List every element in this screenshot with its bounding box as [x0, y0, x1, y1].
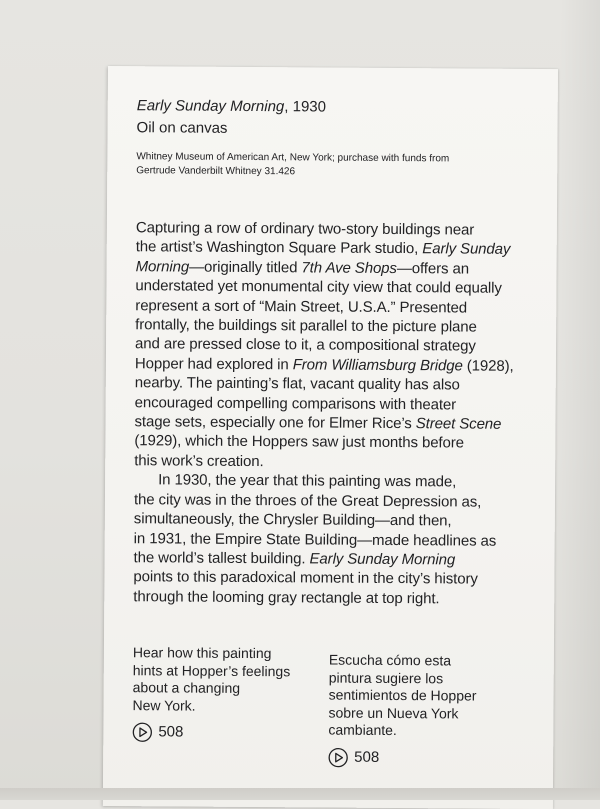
body-line: frontally, the buildings sit parallel to the picture plane: [135, 316, 477, 336]
body-text-run: (1928),: [462, 357, 514, 375]
audio-es-line: pintura sugiere los: [328, 669, 444, 686]
body-italic-run: Street Scene: [415, 415, 502, 433]
body-text-run: the world’s tallest building.: [133, 549, 310, 568]
museum-wall-label: [103, 66, 558, 809]
body-italic-run: Early Sunday Morning: [309, 550, 456, 569]
credit-line-2: Gertrude Vanderbilt Whitney 31.426: [136, 165, 296, 178]
audio-es-line: sentimientos de Hopper: [328, 686, 477, 704]
audio-en-line: Hear how this painting: [132, 644, 272, 662]
audio-guide-spanish: [328, 652, 477, 769]
body-line: [133, 548, 512, 570]
body-text-run: —offers an: [396, 259, 470, 278]
wall-shadow: [560, 0, 600, 800]
body-line: [134, 412, 513, 434]
body-line: [136, 257, 515, 279]
artwork-medium: Oil on canvas: [136, 119, 228, 137]
credit-line: [136, 150, 449, 180]
body-line: Capturing a row of ordinary two-story buildings near: [135, 219, 475, 239]
body-line: understated yet monumental city view that could equally: [135, 277, 502, 297]
wall-baseboard: [0, 788, 600, 800]
body-italic-run: 7th Ave Shops: [301, 259, 397, 277]
audio-es-line: cambiante.: [328, 721, 397, 739]
body-line: nearby. The painting’s flat, vacant quality has also: [134, 374, 460, 394]
body-text-run: Hopper had explored in: [134, 355, 293, 374]
body-line: [135, 354, 514, 376]
audio-guide-english: [132, 644, 290, 743]
artwork-year: , 1930: [284, 98, 327, 116]
audio-es-line: sobre un Nueva York: [328, 704, 459, 721]
body-line: through the looming gray rectangle at top right.: [133, 587, 440, 608]
label-description: [133, 218, 514, 609]
play-circle-icon: [328, 747, 348, 767]
play-circle-icon: [132, 722, 152, 742]
audio-es-line: Escucha cómo esta: [328, 651, 452, 669]
body-line: this work’s creation.: [134, 452, 264, 470]
body-line: encouraged compelling comparisons with theater: [134, 393, 457, 414]
body-line: in 1931, the Empire State Building—made headlines as: [133, 529, 497, 550]
body-italic-run: Early Sunday: [422, 240, 511, 259]
body-line: In 1930, the year that this painting was made,: [158, 471, 457, 491]
body-text-run: —originally titled: [189, 258, 302, 277]
body-italic-run: From Williamsburg Bridge: [292, 356, 463, 375]
audio-en-line: about a changing: [132, 679, 241, 696]
body-line: the city was in the throes of the Great Depression as,: [133, 490, 482, 511]
audio-stop-spanish: [328, 747, 476, 768]
body-line: and are pressed close to it, a compositional strategy: [134, 335, 476, 356]
body-text-run: stage sets, especially one for Elmer Rice’s: [134, 413, 416, 433]
artwork-title-line: [137, 96, 326, 116]
body-text-run: the artist’s Washington Square Park studio,: [135, 238, 423, 258]
audio-stop-number: 508: [354, 748, 380, 766]
body-line: simultaneously, the Chrysler Building—and then,: [133, 510, 452, 530]
artwork-title: Early Sunday Morning: [136, 97, 285, 116]
audio-en-line: hints at Hopper’s feelings: [132, 661, 291, 679]
body-line: [136, 238, 515, 260]
audio-en-line: New York.: [132, 696, 196, 714]
audio-stop-number: 508: [158, 723, 184, 741]
audio-stop-english: [132, 722, 290, 743]
body-line: points to this paradoxical moment in the city’s history: [133, 568, 478, 588]
body-italic-run: Morning: [135, 258, 190, 276]
body-line: represent a sort of “Main Street, U.S.A.” Presented: [135, 296, 468, 317]
credit-line-1: Whitney Museum of American Art, New York; purchase with funds from: [136, 151, 450, 165]
body-line: (1929), which the Hoppers saw just months before: [134, 432, 464, 452]
